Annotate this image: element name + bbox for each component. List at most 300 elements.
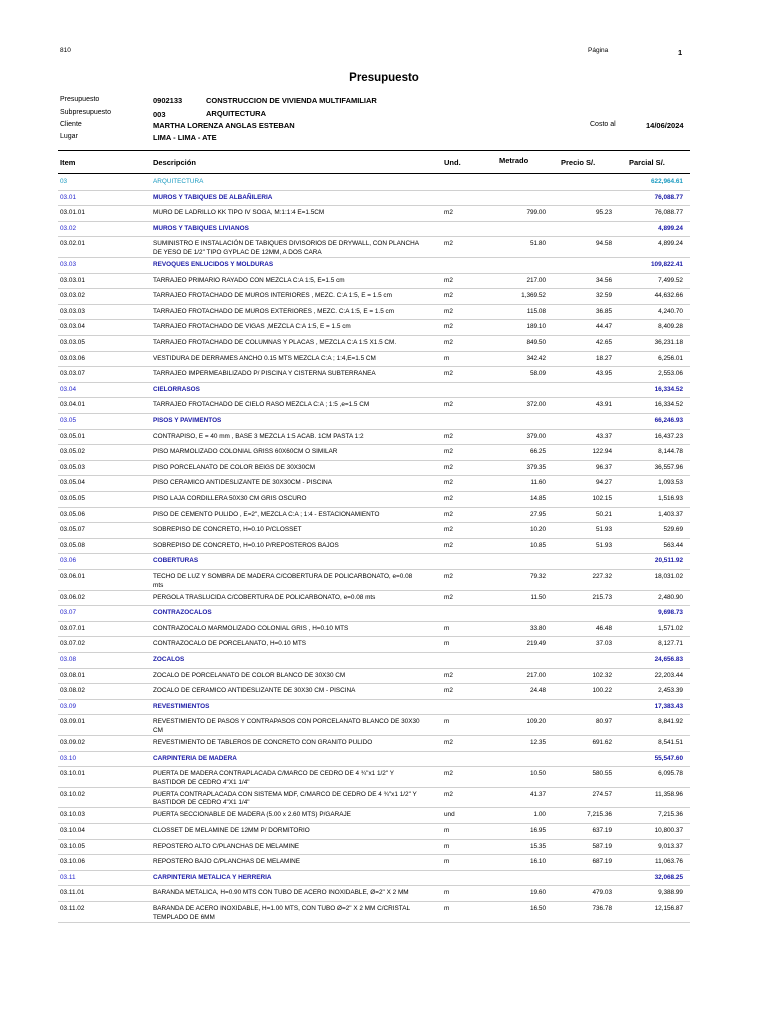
item-description: ZOCALO DE CERAMICO ANTIDESLIZANTE DE 30X30 CM - PISCINA bbox=[153, 687, 356, 695]
item-description: CLOSSET DE MELAMINE DE 12MM P/ DORMITORIO bbox=[153, 827, 310, 834]
item-precio: 18.27 bbox=[596, 354, 612, 362]
item-parcial: 7,499.52 bbox=[658, 276, 683, 284]
item-metrado: 10.85 bbox=[530, 541, 546, 549]
item-metrado: 14.85 bbox=[530, 495, 546, 502]
table-header bbox=[58, 150, 690, 174]
item-description: COBERTURAS bbox=[153, 557, 199, 565]
item-parcial: 4,899.24 bbox=[658, 224, 683, 232]
item-parcial: 55,547.60 bbox=[654, 754, 683, 762]
item-description: PUERTA DE MADERA CONTRAPLACADA C/MARCO DE CEDRO DE 4 ¾"x1 1/2" Y BASTIDOR DE CEDRO 4"X1 1/4" bbox=[153, 770, 394, 786]
item-code: 03.04 bbox=[60, 385, 76, 393]
item-metrado: 217.00 bbox=[526, 671, 546, 679]
item-description: PUERTA SECCIONABLE DE MADERA (5.00 x 2.60 MTS) P/GARAJE bbox=[153, 811, 351, 819]
item-metrado: 66.25 bbox=[530, 448, 546, 456]
item-precio: 43.95 bbox=[596, 370, 612, 378]
cliente-name: MARTHA LORENZA ANGLAS ESTEBAN bbox=[153, 121, 295, 130]
item-parcial: 22,203.44 bbox=[654, 671, 683, 679]
item-code: 03.10.02 bbox=[60, 790, 85, 798]
item-precio: 580.55 bbox=[592, 770, 612, 778]
item-code: 03.06.02 bbox=[60, 593, 85, 601]
item-parcial: 109,822.41 bbox=[651, 261, 683, 268]
column-descripcion: Descripción bbox=[153, 158, 196, 167]
item-parcial: 9,388.99 bbox=[658, 889, 683, 897]
item-precio: 637.19 bbox=[592, 827, 612, 834]
item-unit: m2 bbox=[444, 307, 453, 315]
item-code: 03.06 bbox=[60, 557, 76, 565]
item-precio: 94.27 bbox=[596, 479, 612, 487]
row-divider bbox=[58, 807, 690, 808]
row-divider bbox=[58, 735, 690, 736]
item-metrado: 12.35 bbox=[530, 739, 546, 746]
item-code: 03.10.04 bbox=[60, 827, 85, 834]
column-parcial: Parcial S/. bbox=[629, 158, 665, 167]
row-divider bbox=[58, 366, 690, 367]
item-description: ZOCALO DE PORCELANATO DE COLOR BLANCO DE 30X30 CM bbox=[153, 671, 346, 679]
item-code: 03.05.02 bbox=[60, 448, 85, 456]
item-metrado: 51.80 bbox=[530, 240, 546, 248]
item-unit: m bbox=[444, 842, 450, 850]
item-precio: 44.47 bbox=[596, 323, 612, 331]
column-metrado: Metrado bbox=[499, 156, 529, 165]
item-unit: m2 bbox=[444, 495, 453, 502]
item-unit: m bbox=[444, 624, 450, 632]
item-parcial: 11,358.96 bbox=[655, 790, 683, 798]
row-divider bbox=[58, 460, 690, 461]
item-parcial: 4,899.24 bbox=[658, 240, 683, 248]
item-metrado: 10.50 bbox=[530, 770, 546, 778]
item-precio: 51.93 bbox=[596, 526, 612, 534]
presupuesto-label: Presupuesto bbox=[60, 96, 100, 103]
item-description: TARRAJEO FROTACHADO DE COLUMNAS Y PLACAS , MEZCLA C:A 1:5 X1.5 CM. bbox=[153, 339, 397, 346]
row-divider bbox=[58, 714, 690, 715]
row-divider bbox=[58, 444, 690, 445]
item-metrado: 1,369.52 bbox=[521, 292, 546, 300]
item-metrado: 379.35 bbox=[526, 463, 546, 471]
item-parcial: 44,632.66 bbox=[654, 292, 683, 300]
row-divider bbox=[58, 854, 690, 855]
row-divider bbox=[58, 885, 690, 886]
item-code: 03.03.02 bbox=[60, 292, 85, 300]
item-precio: 43.37 bbox=[596, 432, 612, 440]
item-unit: m2 bbox=[444, 770, 453, 778]
item-description: TARRAJEO FROTACHADO DE VIGAS ,MEZCLA C:A 1:5, E = 1.5 cm bbox=[153, 323, 351, 331]
item-precio: 215.73 bbox=[592, 593, 612, 601]
item-code: 03.10.01 bbox=[60, 770, 85, 778]
item-parcial: 76,088.77 bbox=[654, 209, 683, 217]
item-metrado: 33.80 bbox=[530, 624, 546, 632]
item-metrado: 16.50 bbox=[530, 905, 546, 912]
item-unit: m2 bbox=[444, 671, 453, 679]
item-unit: m2 bbox=[444, 401, 453, 409]
item-description: MUROS Y TABIQUES DE ALBAÑILERIA bbox=[153, 193, 273, 201]
item-code: 03.11 bbox=[60, 873, 76, 881]
item-unit: m2 bbox=[444, 510, 453, 518]
item-description: PISO MARMOLIZADO COLONIAL GRISS 60X60CM O SIMILAR bbox=[153, 448, 338, 456]
row-divider bbox=[58, 319, 690, 320]
item-unit: m2 bbox=[444, 739, 453, 746]
item-unit: m2 bbox=[444, 479, 453, 487]
item-unit: m2 bbox=[444, 209, 453, 217]
item-parcial: 8,144.78 bbox=[658, 448, 683, 456]
row-divider bbox=[58, 475, 690, 476]
item-code: 03.07.01 bbox=[60, 624, 85, 632]
document-code: 810 bbox=[60, 47, 71, 54]
item-precio: 274.57 bbox=[592, 790, 612, 798]
item-description: ARQUITECTURA bbox=[153, 178, 204, 185]
column-precio: Precio S/. bbox=[561, 158, 596, 167]
item-code: 03.03 bbox=[60, 261, 76, 268]
row-divider bbox=[58, 205, 690, 206]
row-divider bbox=[58, 538, 690, 539]
item-code: 03.03.01 bbox=[60, 276, 85, 284]
item-description: TARRAJEO FROTACHADO DE MUROS INTERIORES , MEZC. C:A 1:5, E = 1.5 cm bbox=[153, 292, 392, 300]
lugar-label: Lugar bbox=[60, 133, 78, 140]
item-unit: m2 bbox=[444, 276, 453, 284]
item-code: 03 bbox=[60, 178, 68, 185]
item-parcial: 7,215.36 bbox=[658, 811, 683, 819]
item-code: 03.10.06 bbox=[60, 858, 85, 866]
item-code: 03.05 bbox=[60, 417, 76, 424]
item-description: CONTRAPISO, E = 40 mm , BASE 3 MEZCLA 1:5 ACAB. 1CM PASTA 1:2 bbox=[153, 432, 364, 440]
item-parcial: 1,571.02 bbox=[658, 624, 683, 632]
item-code: 03.09.01 bbox=[60, 718, 85, 726]
row-divider bbox=[58, 288, 690, 289]
item-unit: m2 bbox=[444, 541, 453, 549]
item-parcial: 1,403.37 bbox=[658, 510, 683, 518]
item-code: 03.11.02 bbox=[60, 905, 85, 912]
item-unit: m2 bbox=[444, 463, 453, 471]
item-code: 03.05.01 bbox=[60, 432, 85, 440]
row-divider bbox=[58, 397, 690, 398]
item-parcial: 36,231.18 bbox=[654, 339, 683, 346]
item-description: MUROS Y TABIQUES LIVIANOS bbox=[153, 224, 249, 232]
row-divider bbox=[58, 413, 690, 414]
row-divider bbox=[58, 553, 690, 554]
item-description: PISO DE CEMENTO PULIDO , E=2", MEZCLA C:A ; 1:4 - ESTACIONAMIENTO bbox=[153, 510, 380, 518]
item-parcial: 36,557.96 bbox=[654, 463, 683, 471]
item-description: PUERTA CONTRAPLACADA CON SISTEMA MDF, C/MARCO DE CEDRO DE 4 ¾"x1 1/2" Y BASTIDOR DE CEDRO 4"X1 1/4" bbox=[153, 790, 417, 807]
row-divider bbox=[58, 304, 690, 305]
row-divider bbox=[58, 839, 690, 840]
item-description: SOBREPISO DE CONCRETO, H=0.10 P/REPOSTEROS BAJOS bbox=[153, 541, 339, 549]
row-divider bbox=[58, 236, 690, 237]
subpresupuesto-label: Subpresupuesto bbox=[60, 109, 111, 116]
subpresupuesto-code: 003 bbox=[153, 110, 166, 119]
item-metrado: 24.48 bbox=[530, 687, 546, 695]
item-unit: m2 bbox=[444, 593, 453, 601]
item-unit: m2 bbox=[444, 240, 453, 248]
item-description: TARRAJEO FROTACHADO DE CIELO RASO MEZCLA C:A ; 1:5 ,e=1.5 CM bbox=[153, 401, 370, 409]
item-description: CONTRAZOCALOS bbox=[153, 609, 212, 617]
row-divider bbox=[58, 901, 690, 902]
item-description: REVESTIMIENTOS bbox=[153, 702, 210, 710]
item-description: SOBREPISO DE CONCRETO, H=0.10 P/CLOSSET bbox=[153, 526, 302, 534]
row-divider bbox=[58, 257, 690, 258]
item-parcial: 18,031.02 bbox=[654, 573, 683, 580]
item-metrado: 27.95 bbox=[530, 510, 546, 518]
item-precio: 102.15 bbox=[592, 495, 612, 502]
item-description: PERGOLA TRASLUCIDA C/COBERTURA DE POLICARBONATO, e=0.08 mts bbox=[153, 593, 376, 601]
item-description: TARRAJEO FROTACHADO DE MUROS EXTERIORES , MEZC. C:A 1:5, E = 1.5 cm bbox=[153, 307, 395, 315]
item-description: REVESTIMIENTO DE PASOS Y CONTRAPASOS CON PORCELANATO BLANCO DE 30X30 CM bbox=[153, 718, 420, 734]
item-precio: 95.23 bbox=[596, 209, 612, 217]
row-divider bbox=[58, 273, 690, 274]
item-unit: m bbox=[444, 640, 450, 648]
row-divider bbox=[58, 621, 690, 622]
item-unit: m bbox=[444, 858, 450, 866]
item-description: PISO CERAMICO ANTIDESLIZANTE DE 30X30CM - PISCINA bbox=[153, 479, 332, 487]
item-parcial: 16,334.52 bbox=[654, 401, 683, 409]
item-code: 03.02.01 bbox=[60, 240, 85, 248]
item-parcial: 10,800.37 bbox=[654, 827, 683, 834]
item-parcial: 4,240.70 bbox=[658, 307, 683, 315]
item-description: REVOQUES ENLUCIDOS Y MOLDURAS bbox=[153, 261, 274, 268]
item-parcial: 563.44 bbox=[663, 541, 683, 549]
item-code: 03.07 bbox=[60, 609, 76, 617]
item-description: CONTRAZOCALO DE PORCELANATO, H=0.10 MTS bbox=[153, 640, 306, 648]
item-code: 03.11.01 bbox=[60, 889, 85, 897]
item-parcial: 24,656.83 bbox=[654, 656, 683, 663]
item-parcial: 6,256.01 bbox=[658, 354, 683, 362]
item-description: BARANDA METALICA, H=0.90 MTS CON TUBO DE ACERO INOXIDABLE, Ø=2" X 2 MM bbox=[153, 889, 409, 897]
item-code: 03.09 bbox=[60, 702, 76, 710]
item-metrado: 342.42 bbox=[526, 354, 546, 362]
row-divider bbox=[58, 652, 690, 653]
item-parcial: 8,127.71 bbox=[658, 640, 683, 648]
item-parcial: 2,480.90 bbox=[658, 593, 683, 601]
item-metrado: 189.10 bbox=[526, 323, 546, 331]
item-precio: 100.22 bbox=[592, 687, 612, 695]
page-number: 1 bbox=[678, 48, 683, 57]
row-divider bbox=[58, 507, 690, 508]
item-precio: 7,215.36 bbox=[587, 811, 612, 819]
item-precio: 50.21 bbox=[596, 510, 612, 518]
item-code: 03.05.06 bbox=[60, 510, 85, 518]
row-divider bbox=[58, 787, 690, 788]
item-precio: 94.58 bbox=[596, 240, 612, 248]
row-divider bbox=[58, 699, 690, 700]
item-unit: und bbox=[444, 811, 455, 819]
item-metrado: 41.37 bbox=[530, 790, 546, 798]
item-description: CIELORRASOS bbox=[153, 385, 200, 393]
item-code: 03.03.03 bbox=[60, 307, 85, 315]
item-metrado: 19.60 bbox=[530, 889, 546, 897]
item-parcial: 9,013.37 bbox=[658, 842, 683, 850]
item-metrado: 1.00 bbox=[533, 811, 546, 819]
item-parcial: 17,383.43 bbox=[654, 702, 683, 710]
item-metrado: 372.00 bbox=[526, 401, 546, 409]
item-code: 03.05.05 bbox=[60, 495, 85, 502]
item-description: TECHO DE LUZ Y SOMBRA DE MADERA C/COBERTURA DE POLICARBONATO, e=0.08 mts bbox=[153, 573, 413, 589]
item-metrado: 79.32 bbox=[530, 573, 546, 580]
item-code: 03.05.04 bbox=[60, 479, 85, 487]
item-code: 03.05.03 bbox=[60, 463, 85, 471]
row-divider bbox=[58, 190, 690, 191]
row-divider bbox=[58, 382, 690, 383]
item-precio: 479.03 bbox=[592, 889, 612, 897]
row-divider bbox=[58, 870, 690, 871]
item-metrado: 219.49 bbox=[526, 640, 546, 648]
row-divider bbox=[58, 668, 690, 669]
item-description: ZOCALOS bbox=[153, 656, 185, 663]
item-parcial: 1,516.93 bbox=[658, 495, 683, 502]
item-unit: m bbox=[444, 354, 450, 362]
item-parcial: 20,511.92 bbox=[654, 557, 683, 565]
presupuesto-name: CONSTRUCCION DE VIVIENDA MULTIFAMILIAR bbox=[206, 96, 377, 105]
item-description: PISOS Y PAVIMENTOS bbox=[153, 417, 222, 424]
item-unit: m2 bbox=[444, 370, 453, 378]
item-unit: m2 bbox=[444, 292, 453, 300]
item-unit: m2 bbox=[444, 323, 453, 331]
row-divider bbox=[58, 351, 690, 352]
row-divider bbox=[58, 335, 690, 336]
lugar-name: LIMA - LIMA - ATE bbox=[153, 133, 217, 142]
row-divider bbox=[58, 683, 690, 684]
item-code: 03.10.05 bbox=[60, 842, 85, 850]
item-metrado: 11.50 bbox=[530, 593, 546, 601]
column-und: Und. bbox=[444, 158, 461, 167]
item-unit: m2 bbox=[444, 432, 453, 440]
item-metrado: 10.20 bbox=[530, 526, 546, 534]
row-divider bbox=[58, 221, 690, 222]
item-parcial: 622,964.61 bbox=[651, 178, 683, 185]
item-code: 03.03.04 bbox=[60, 323, 85, 331]
item-precio: 37.03 bbox=[596, 640, 612, 648]
row-divider bbox=[58, 766, 690, 767]
item-precio: 46.48 bbox=[596, 624, 612, 632]
item-parcial: 66,246.93 bbox=[654, 417, 683, 424]
item-description: TARRAJEO IMPERMEABILIZADO P/ PISCINA Y CISTERNA SUBTERRANEA bbox=[153, 370, 376, 378]
item-metrado: 11.60 bbox=[530, 479, 546, 487]
costo-date: 14/06/2024 bbox=[646, 121, 684, 130]
row-divider bbox=[58, 522, 690, 523]
item-description: SUMINISTRO E INSTALACIÓN DE TABIQUES DIVISORIOS DE DRYWALL, CON PLANCHA DE YESO DE 1/2" TIPO GYPLAC DE 12MM, A DOS CARA bbox=[153, 240, 419, 256]
item-unit: m bbox=[444, 718, 450, 726]
item-precio: 587.19 bbox=[592, 842, 612, 850]
row-divider bbox=[58, 605, 690, 606]
item-code: 03.03.07 bbox=[60, 370, 85, 378]
item-parcial: 8,409.28 bbox=[658, 323, 683, 331]
item-precio: 736.78 bbox=[592, 905, 612, 912]
item-parcial: 8,841.92 bbox=[658, 718, 683, 726]
item-metrado: 15.35 bbox=[530, 842, 546, 850]
item-unit: m2 bbox=[444, 790, 453, 798]
item-description: TARRAJEO PRIMARIO RAYADO CON MEZCLA C:A 1:5, E=1.5 cm bbox=[153, 276, 345, 284]
item-unit: m2 bbox=[444, 339, 453, 346]
item-parcial: 2,453.39 bbox=[658, 687, 683, 695]
row-divider bbox=[58, 491, 690, 492]
item-precio: 102.32 bbox=[592, 671, 612, 679]
item-code: 03.03.06 bbox=[60, 354, 85, 362]
item-description: PISO LAJA CORDILLERA 50X30 CM GRIS OSCURO bbox=[153, 495, 307, 502]
item-precio: 96.37 bbox=[596, 463, 612, 471]
column-item: Item bbox=[60, 158, 76, 167]
row-divider bbox=[58, 569, 690, 570]
item-metrado: 379.00 bbox=[526, 432, 546, 440]
item-code: 03.10 bbox=[60, 754, 76, 762]
item-description: CARPINTERIA DE MADERA bbox=[153, 754, 237, 762]
item-code: 03.09.02 bbox=[60, 739, 85, 746]
item-precio: 691.62 bbox=[592, 739, 612, 746]
item-unit: m bbox=[444, 905, 450, 912]
item-parcial: 76,088.77 bbox=[654, 193, 683, 201]
row-divider bbox=[58, 823, 690, 824]
item-metrado: 109.20 bbox=[526, 718, 546, 726]
item-description: PISO PORCELANATO DE COLOR BEIGS DE 30X30CM bbox=[153, 463, 316, 471]
row-divider bbox=[58, 636, 690, 637]
item-metrado: 849.50 bbox=[526, 339, 546, 346]
item-code: 03.02 bbox=[60, 224, 76, 232]
item-unit: m2 bbox=[444, 448, 453, 456]
page-title: Presupuesto bbox=[349, 72, 419, 84]
item-code: 03.01.01 bbox=[60, 209, 85, 217]
item-metrado: 115.08 bbox=[526, 307, 546, 315]
item-description: REPOSTERO ALTO C/PLANCHAS DE MELAMINE bbox=[153, 842, 300, 850]
presupuesto-code: 0902133 bbox=[153, 96, 183, 105]
item-metrado: 217.00 bbox=[526, 276, 546, 284]
item-precio: 36.85 bbox=[596, 307, 612, 315]
item-code: 03.06.01 bbox=[60, 573, 85, 580]
item-precio: 43.91 bbox=[596, 401, 612, 409]
item-metrado: 16.95 bbox=[530, 827, 546, 834]
item-precio: 227.32 bbox=[592, 573, 612, 580]
item-parcial: 8,541.51 bbox=[658, 739, 683, 746]
item-unit: m bbox=[444, 827, 450, 834]
item-description: REVESTIMIENTO DE TABLEROS DE CONCRETO CON GRANITO PULIDO bbox=[153, 739, 373, 746]
item-description: CARPINTERIA METALICA Y HERRERIA bbox=[153, 873, 272, 881]
item-code: 03.05.08 bbox=[60, 541, 85, 549]
item-code: 03.10.03 bbox=[60, 811, 85, 819]
row-divider bbox=[58, 590, 690, 591]
item-parcial: 32,068.25 bbox=[654, 873, 683, 881]
item-code: 03.01 bbox=[60, 193, 76, 201]
item-precio: 687.19 bbox=[592, 858, 612, 866]
item-code: 03.03.05 bbox=[60, 339, 85, 346]
item-description: BARANDA DE ACERO INOXIDABLE, H=1.00 MTS, CON TUBO Ø=2" X 2 MM C/CRISTAL TEMPLADO DE 6MM bbox=[153, 905, 410, 921]
item-code: 03.08.01 bbox=[60, 671, 85, 679]
item-parcial: 12,156.87 bbox=[654, 905, 683, 912]
item-unit: m2 bbox=[444, 526, 453, 534]
item-parcial: 529.69 bbox=[663, 526, 683, 534]
item-code: 03.08.02 bbox=[60, 687, 85, 695]
item-parcial: 2,553.06 bbox=[658, 370, 683, 378]
item-parcial: 16,437.23 bbox=[654, 432, 683, 440]
row-divider bbox=[58, 751, 690, 752]
item-precio: 122.94 bbox=[592, 448, 612, 456]
item-parcial: 16,334.52 bbox=[654, 385, 683, 393]
item-precio: 51.93 bbox=[596, 541, 612, 549]
item-precio: 34.56 bbox=[596, 276, 612, 284]
item-description: REPOSTERO BAJO C/PLANCHAS DE MELAMINE bbox=[153, 858, 301, 866]
item-metrado: 58.09 bbox=[530, 370, 546, 378]
item-unit: m2 bbox=[444, 573, 453, 580]
item-code: 03.04.01 bbox=[60, 401, 85, 409]
item-metrado: 799.00 bbox=[526, 209, 546, 217]
item-parcial: 9,698.73 bbox=[658, 609, 683, 617]
row-divider bbox=[58, 922, 690, 923]
item-unit: m2 bbox=[444, 687, 453, 695]
item-description: VESTIDURA DE DERRAMES ANCHO 0.15 MTS MEZCLA C:A ; 1:4,E=1.5 CM bbox=[153, 354, 376, 362]
item-description: MURO DE LADRILLO KK TIPO IV SOGA, M:1:1:4 E=1.5CM bbox=[153, 209, 325, 217]
item-precio: 32.59 bbox=[596, 292, 612, 300]
item-parcial: 11,063.76 bbox=[655, 858, 683, 866]
item-parcial: 6,095.78 bbox=[658, 770, 683, 778]
item-precio: 80.97 bbox=[596, 718, 612, 726]
item-code: 03.07.02 bbox=[60, 640, 85, 648]
item-precio: 42.65 bbox=[596, 339, 612, 346]
costo-label: Costo al bbox=[590, 121, 616, 128]
item-code: 03.08 bbox=[60, 656, 76, 663]
